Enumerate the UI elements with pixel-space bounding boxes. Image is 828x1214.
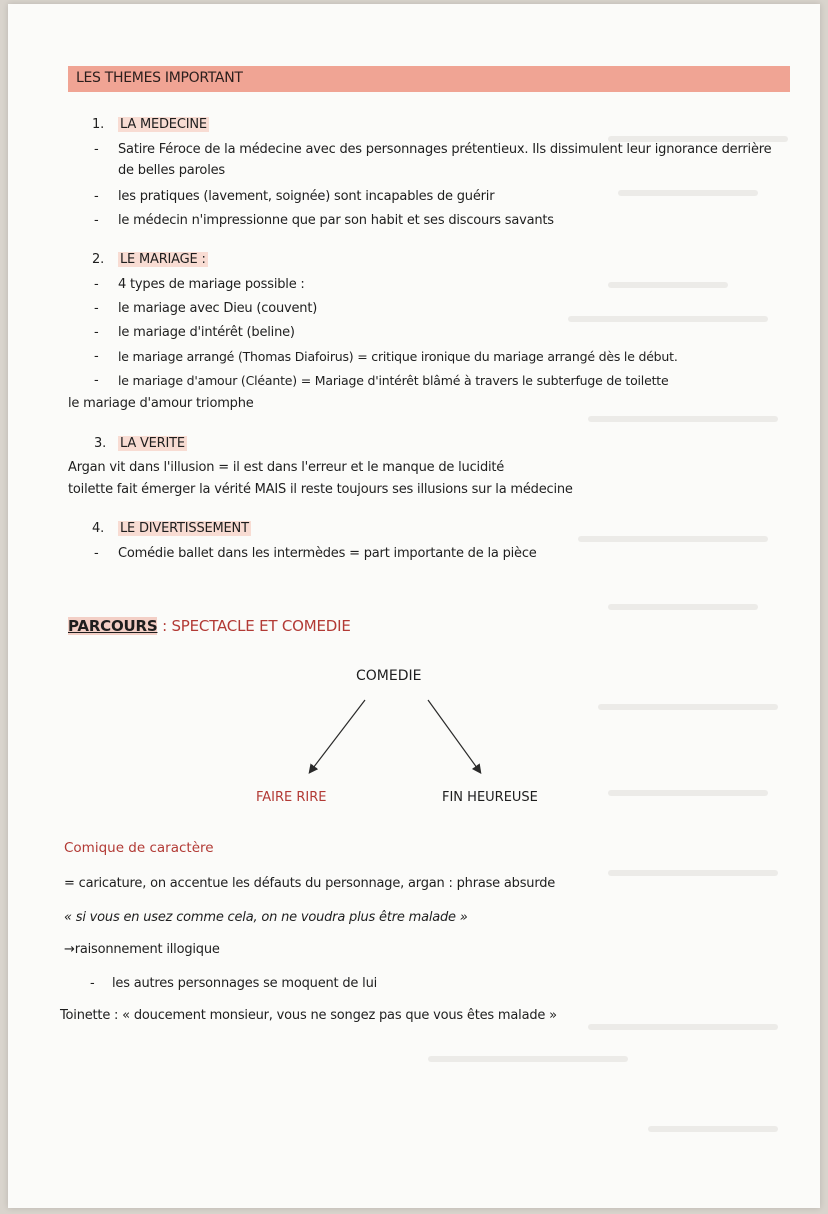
bleed-through-line — [598, 704, 778, 710]
note-line: le mariage avec Dieu (couvent) — [118, 301, 318, 316]
note-line: Comédie ballet dans les intermèdes = part importante de la pièce — [118, 546, 537, 561]
diagram-right-node: FIN HEUREUSE — [442, 790, 538, 805]
bleed-through-line — [608, 790, 768, 796]
note-line: le mariage d'amour triomphe — [68, 396, 254, 411]
note-line: les autres personnages se moquent de lui — [112, 976, 378, 991]
theme-title: LA VERITE — [120, 436, 185, 451]
parcours-heading — [68, 617, 351, 635]
bleed-through-line — [608, 282, 728, 288]
parcours-label: PARCOURS — [68, 617, 158, 635]
theme-title: LA MEDECINE — [120, 117, 207, 132]
bleed-through-line — [428, 1056, 628, 1062]
note-line: = caricature, on accentue les défauts du personnage, argan : phrase absurde — [64, 876, 556, 891]
diagram-root: COMEDIE — [356, 668, 422, 684]
bullet-dash: - — [94, 325, 99, 340]
note-line: Argan vit dans l'illusion = il est dans l'erreur et le manque de lucidité — [68, 460, 505, 475]
section-banner — [68, 66, 790, 92]
arrow-right — [428, 700, 480, 772]
note-line: Satire Féroce de la médecine avec des personnages prétentieux. Ils dissimulent leur ignorance derrière — [118, 142, 772, 157]
diagram-left-node: FAIRE RIRE — [256, 790, 327, 805]
bleed-through-line — [618, 190, 758, 196]
parcours-title: : SPECTACLE ET COMEDIE — [162, 617, 351, 635]
arrow-left — [310, 700, 365, 772]
theme-number: 2. — [92, 252, 105, 267]
bleed-through-line — [568, 316, 768, 322]
quote-line: Toinette : « doucement monsieur, vous ne songez pas que vous êtes malade » — [60, 1008, 557, 1023]
note-line: de belles paroles — [118, 163, 225, 178]
note-line: le mariage d'intérêt (beline) — [118, 325, 295, 340]
bleed-through-line — [588, 416, 778, 422]
theme-number: 4. — [92, 521, 105, 536]
bullet-dash: - — [94, 301, 99, 316]
note-line: le mariage d'amour (Cléante) = Mariage d'intérêt blâmé à travers le subterfuge de toilette — [118, 373, 669, 388]
note-line: le mariage arrangé (Thomas Diafoirus) = critique ironique du mariage arrangé dès le début. — [118, 349, 678, 364]
bullet-dash: - — [94, 142, 99, 157]
bleed-through-line — [588, 1024, 778, 1030]
bullet-dash: - — [94, 349, 99, 364]
bleed-through-line — [648, 1126, 778, 1132]
notes-page — [8, 4, 820, 1208]
note-line: →raisonnement illogique — [64, 942, 220, 957]
quote-line: « si vous en usez comme cela, on ne voudra plus être malade » — [64, 910, 468, 925]
note-line: toilette fait émerger la vérité MAIS il reste toujours ses illusions sur la médecine — [68, 482, 573, 497]
bleed-through-line — [608, 870, 778, 876]
theme-title: LE DIVERTISSEMENT — [120, 521, 249, 536]
note-line: les pratiques (lavement, soignée) sont incapables de guérir — [118, 189, 495, 204]
note-line: 4 types de mariage possible : — [118, 277, 305, 292]
bullet-dash: - — [94, 277, 99, 292]
bullet-dash: - — [94, 213, 99, 228]
comique-heading: Comique de caractère — [64, 840, 214, 856]
bullet-dash: - — [94, 189, 99, 204]
bleed-through-line — [578, 536, 768, 542]
note-line: le médecin n'impressionne que par son habit et ses discours savants — [118, 213, 554, 228]
theme-number: 1. — [92, 117, 105, 132]
bleed-through-line — [608, 604, 758, 610]
diagram-arrows — [288, 690, 508, 780]
theme-title: LE MARIAGE : — [120, 252, 206, 267]
bullet-dash: - — [94, 546, 99, 561]
bullet-dash: - — [90, 976, 95, 991]
bullet-dash: - — [94, 373, 99, 388]
theme-number: 3. — [94, 436, 107, 451]
page-title: LES THEMES IMPORTANT — [76, 70, 243, 86]
